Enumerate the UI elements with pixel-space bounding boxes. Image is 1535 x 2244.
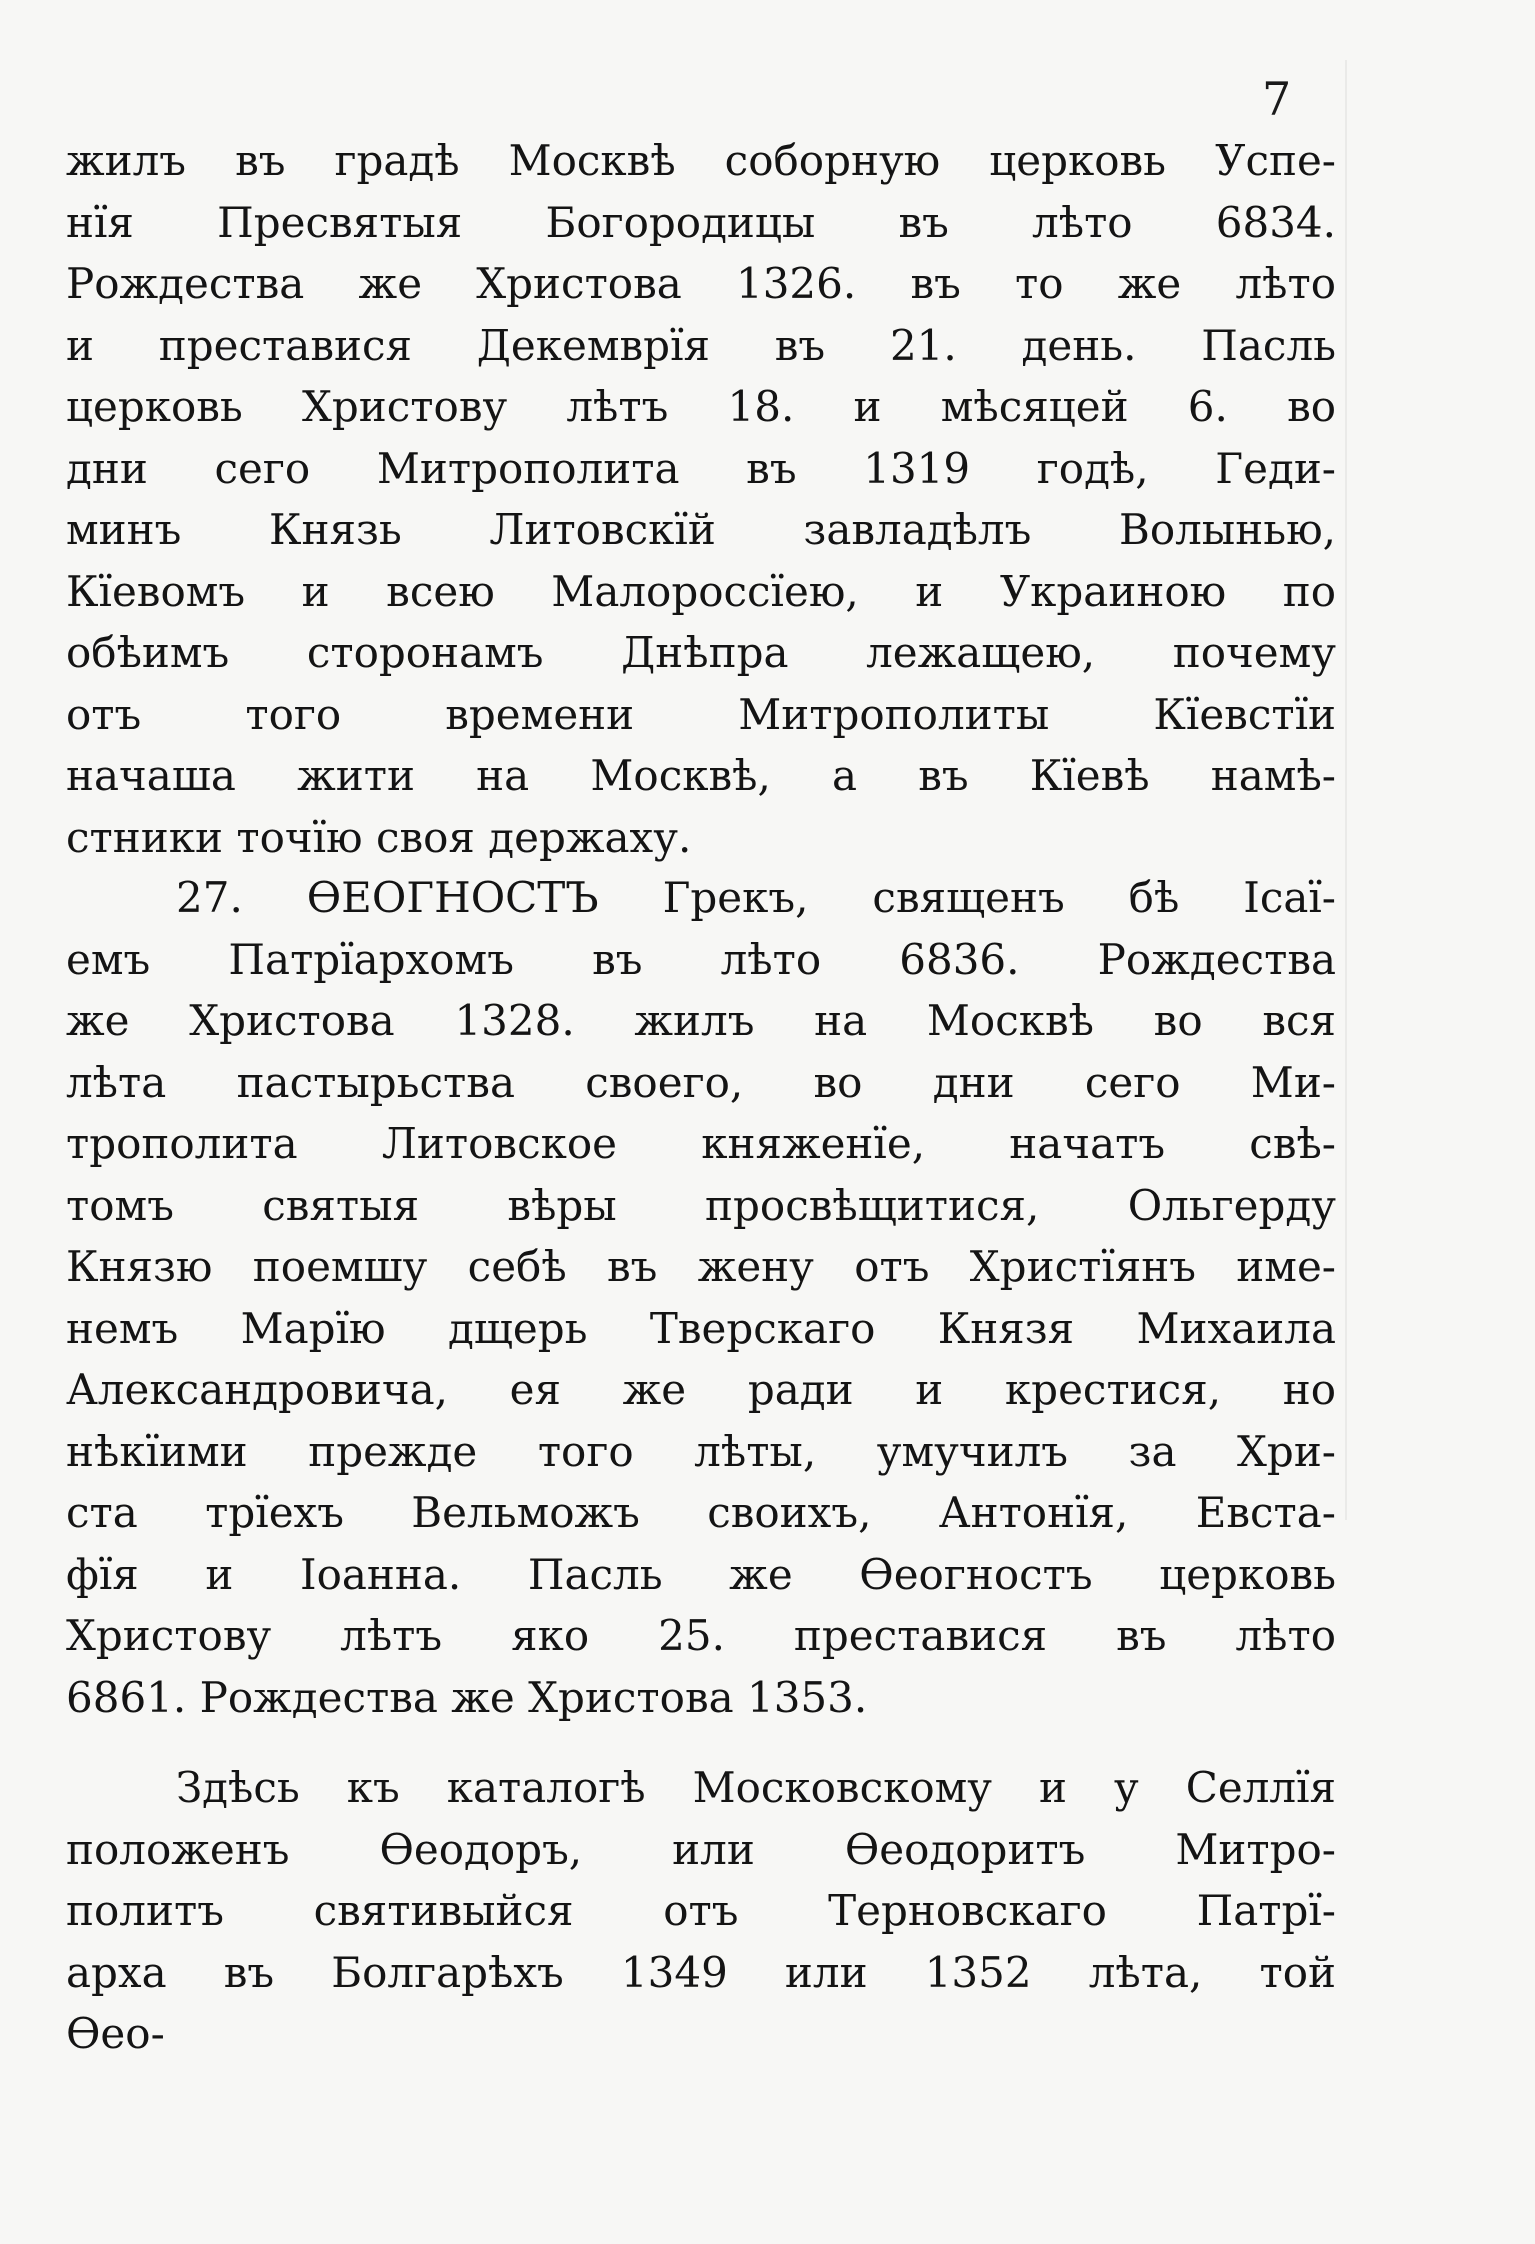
text-line: нѣкїими прежде того лѣты, умучилъ за Хри-	[66, 1426, 1336, 1476]
text-line: Кїевомъ и всею Малороссїею, и Украиною по	[66, 566, 1336, 616]
text-line: Христову лѣтъ яко 25. преставися въ лѣто	[66, 1611, 1336, 1660]
text-line: стники точїю своя держаху.	[66, 812, 692, 862]
text-line: 27. ѲЕОГНОСТЪ Грекъ, священъ бѣ Ісаї-	[176, 873, 1336, 922]
text-line: 6861. Рождества же Христова 1353.	[66, 1672, 868, 1722]
text-line: фїя и Іоанна. Пасль же Ѳеогностъ церковь	[66, 1549, 1336, 1599]
text-line: ста трїехъ Вельможъ своихъ, Антонїя, Евста-	[66, 1488, 1336, 1537]
text-line: Князю поемшу себѣ въ жену отъ Христїянъ име-	[66, 1242, 1336, 1291]
text-line: арха въ Болгарѣхъ 1349 или 1352 лѣта, той	[66, 1947, 1336, 1997]
text-line: емъ Патрїархомъ въ лѣто 6836. Рождества	[66, 934, 1336, 984]
text-line: начаша жити на Москвѣ, а въ Кїевѣ намѣ-	[66, 751, 1336, 800]
paragraph-3	[66, 1757, 1336, 2065]
page-number: 7	[1262, 72, 1298, 126]
text-line: нїя Пресвятыя Богородицы въ лѣто 6834.	[66, 197, 1336, 247]
text-line: Рождества же Христова 1326. въ то же лѣто	[66, 259, 1336, 308]
text-line: Александровича, ея же ради и крестися, но	[66, 1365, 1336, 1414]
text-line: минъ Князь Литовскїй завладѣлъ Волынью,	[66, 505, 1336, 554]
paragraph-1	[66, 130, 1336, 868]
text-line: обѣимъ сторонамъ Днѣпра лежащею, почему	[66, 628, 1336, 677]
text-line: же Христова 1328. жилъ на Москвѣ во вся	[66, 996, 1336, 1045]
text-line: отъ того времени Митрополиты Кїевстїи	[66, 689, 1336, 739]
text-line: жилъ въ градѣ Москвѣ соборную церковь Успе-	[66, 136, 1336, 185]
scan-edge	[1345, 60, 1347, 1520]
text-line: дни сего Митрополита въ 1319 годѣ, Геди-	[66, 443, 1336, 493]
text-line: и преставися Декемврїя въ 21. день. Пасль	[66, 320, 1336, 370]
text-line: немъ Марїю дщерь Тверскаго Князя Михаила	[66, 1303, 1336, 1353]
text-line: политъ святивыйся отъ Терновскаго Патрї-	[66, 1886, 1336, 1935]
paragraph-2	[66, 867, 1336, 1728]
text-line: трополита Литовское княженїе, начатъ свѣ-	[66, 1119, 1336, 1168]
text-line: положенъ Ѳеодоръ, или Ѳеодоритъ Митро-	[66, 1824, 1336, 1874]
text-line: церковь Христову лѣтъ 18. и мѣсяцей 6. во	[66, 382, 1336, 431]
text-line: Здѣсь къ каталогѣ Московскому и у Селлїя	[176, 1763, 1336, 1812]
text-line: томъ святыя вѣры просвѣщитися, Ольгерду	[66, 1180, 1336, 1230]
text-line: Ѳео-	[66, 2009, 165, 2058]
text-line: лѣта пастырьства своего, во дни сего Ми-	[66, 1057, 1336, 1107]
